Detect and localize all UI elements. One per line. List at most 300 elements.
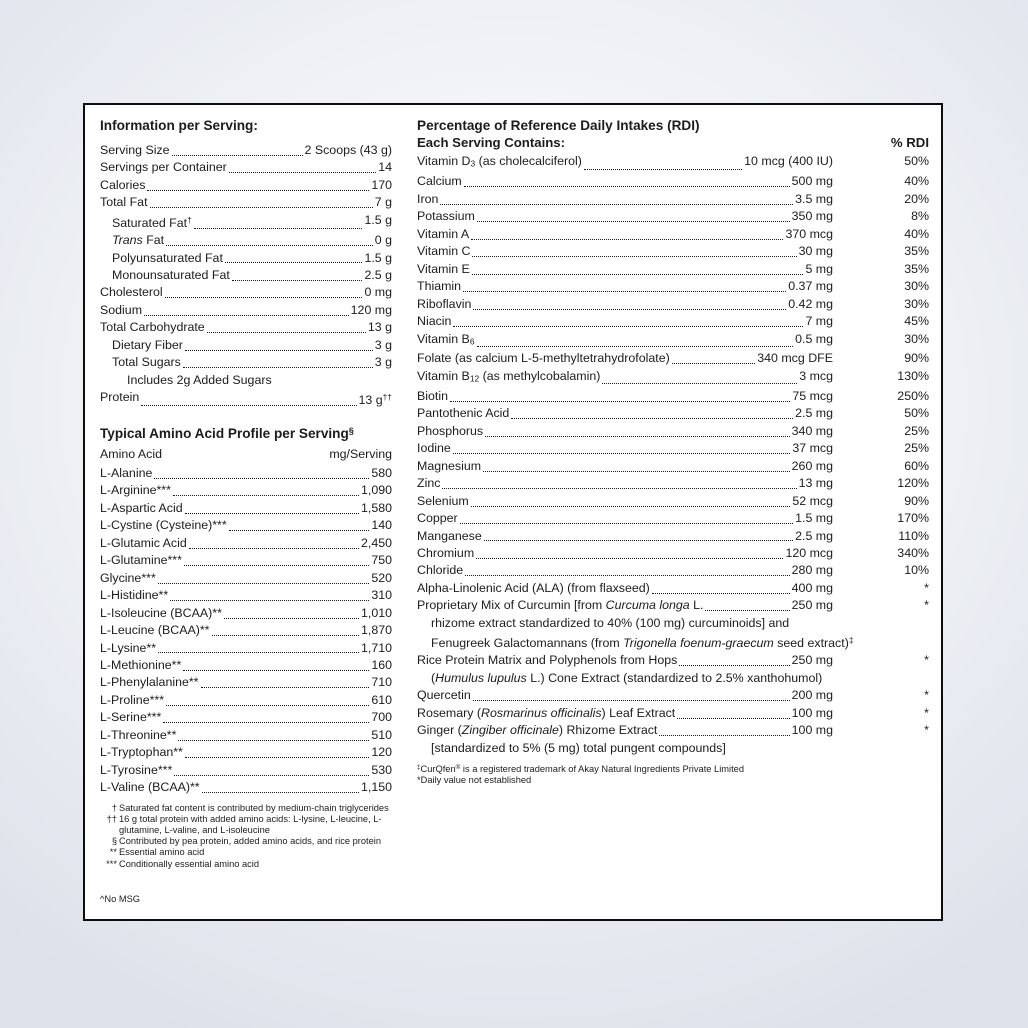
row-value [375, 337, 392, 354]
text-segment: 580 [371, 465, 392, 480]
row-label [417, 722, 657, 739]
rdi-percent: 45% [904, 314, 929, 329]
text-segment: 0.37 mg [788, 279, 833, 294]
rdi-column-label: % RDI [890, 135, 929, 150]
rdi-percent: * [924, 598, 929, 613]
row-label [417, 687, 471, 704]
row-value [361, 640, 392, 657]
no-msg-note: ^No MSG [100, 893, 141, 904]
footnote [100, 803, 392, 814]
text-segment: Trans [112, 233, 143, 248]
text-segment: Cholesterol [100, 285, 163, 300]
row-value [375, 232, 392, 249]
text-segment: 170 [371, 177, 392, 192]
dotted-leader [485, 436, 790, 437]
row-label [100, 605, 222, 622]
row-value [371, 517, 392, 534]
nutrient-row [417, 405, 929, 422]
row-label [127, 372, 272, 389]
text-segment: 120 mcg [785, 545, 833, 560]
row-label-group [100, 500, 392, 517]
row-label-group [431, 670, 929, 687]
row-label-group [100, 570, 392, 587]
dotted-leader [184, 565, 369, 566]
row-label [112, 232, 164, 249]
text-segment: Total Fat [100, 195, 148, 210]
dotted-leader [453, 453, 791, 454]
serving-row [100, 142, 392, 159]
row-value [788, 278, 833, 295]
dotted-leader [471, 239, 783, 240]
footnote [100, 836, 392, 847]
row-label [417, 652, 677, 669]
nutrient-row [417, 153, 929, 173]
row-label-group [417, 226, 833, 243]
nutrient-row [417, 705, 929, 722]
nutrient-row [417, 493, 929, 510]
dotted-leader [229, 172, 376, 173]
footnote [100, 847, 392, 858]
row-label-group [100, 535, 392, 552]
text-segment: Serving Size [100, 143, 170, 157]
text-segment: 13 g [367, 320, 392, 335]
row-label-group [417, 296, 833, 313]
left-column [100, 117, 392, 905]
text-segment: Magnesium [417, 458, 482, 473]
row-label [100, 762, 172, 779]
nutrient-row [417, 722, 929, 739]
nutrient-row [417, 226, 929, 243]
dotted-leader [679, 665, 789, 666]
amino-acid-list [100, 465, 392, 797]
row-label [100, 640, 156, 657]
row-value [368, 319, 392, 336]
text-segment: CurQfen [420, 764, 456, 775]
text-segment: 530 [371, 762, 392, 777]
row-label-group [100, 605, 392, 622]
row-value [361, 535, 392, 552]
row-label [100, 570, 156, 587]
dotted-leader [472, 274, 804, 275]
text-segment: 1.5 g [364, 250, 392, 265]
amino-acid-row [100, 744, 392, 761]
text-segment: Selenium [417, 493, 469, 508]
row-label-group [100, 389, 392, 409]
row-label-group [417, 243, 833, 260]
text-segment: Vitamin E [417, 261, 470, 276]
row-label [417, 350, 670, 367]
dotted-leader [460, 523, 793, 524]
row-label-group [417, 153, 833, 173]
row-value [805, 261, 833, 278]
text-segment: L-Valine (BCAA)** [100, 780, 200, 795]
row-label [417, 243, 470, 260]
amino-acid-row [100, 570, 392, 587]
text-segment: Rosmarinus officinalis [481, 705, 602, 720]
nutrient-row [417, 331, 929, 351]
footnote-text: Contributed by pea protein, added amino acids, and rice protein [119, 836, 382, 847]
nutrient-row [417, 388, 929, 405]
row-label [417, 208, 475, 225]
dotted-leader [584, 169, 742, 170]
text-segment: 13 g [358, 392, 383, 407]
row-label [417, 493, 469, 510]
row-label-group [100, 284, 392, 301]
row-label [100, 319, 205, 336]
serving-row [100, 267, 392, 284]
row-value [795, 331, 833, 351]
dotted-leader [194, 228, 363, 229]
text-segment: seed extract) [773, 636, 849, 651]
text-segment: 5 mg [805, 261, 833, 276]
dotted-leader [672, 363, 756, 364]
dotted-leader [224, 618, 359, 619]
row-label-group [417, 350, 833, 367]
serving-row [100, 372, 392, 389]
text-segment: 0 g [374, 233, 392, 248]
rdi-percent: 30% [904, 296, 929, 311]
rdi-percent: 90% [904, 351, 929, 366]
nutrient-row [417, 440, 929, 457]
serving-row [100, 319, 392, 336]
row-label-group [100, 622, 392, 639]
text-segment: 0.5 mg [795, 331, 833, 346]
row-label-group [100, 640, 392, 657]
amino-acid-row [100, 779, 392, 796]
row-label-group [417, 545, 833, 562]
text-segment: Rosemary ( [417, 705, 482, 720]
nutrient-row [417, 632, 929, 652]
dotted-leader [659, 735, 789, 736]
row-label [100, 744, 183, 761]
row-value [364, 212, 392, 232]
text-segment: Vitamin D [417, 154, 471, 169]
row-label [431, 632, 854, 652]
row-label [417, 368, 600, 388]
text-segment: 510 [371, 727, 392, 742]
row-label-group [100, 482, 392, 499]
serving-row [100, 194, 392, 211]
dotted-leader [147, 190, 369, 191]
row-label-group [417, 368, 833, 388]
amino-table-header [100, 446, 392, 463]
row-label-group [100, 465, 392, 482]
dotted-leader [150, 207, 373, 208]
row-value [371, 674, 392, 691]
footnote-text: Saturated fat content is contributed by medium-chain triglycerides [119, 802, 389, 813]
dotted-leader [141, 405, 356, 406]
text-segment: 1.5 mg [795, 511, 833, 526]
text-segment: 400 mg [791, 580, 833, 595]
row-label [417, 313, 451, 330]
row-label-group [417, 475, 833, 492]
text-segment: L-Methionine** [100, 657, 182, 672]
row-label-group [417, 652, 833, 669]
text-segment: L-Serine*** [100, 710, 162, 725]
text-segment: Typical Amino Acid Profile per Serving [100, 426, 349, 442]
text-segment: 10 mcg (400 IU) [744, 154, 833, 169]
row-label [100, 674, 199, 691]
row-label [417, 278, 461, 295]
dotted-leader [202, 792, 359, 793]
row-label [417, 458, 481, 475]
dotted-leader [183, 670, 369, 671]
row-value [371, 465, 392, 482]
row-label-group [100, 319, 392, 336]
text-segment: 12 [469, 373, 480, 384]
row-label [417, 261, 470, 278]
text-segment: 370 mcg [785, 226, 833, 241]
each-serving-header-row [417, 134, 929, 151]
row-label-group [112, 232, 392, 249]
text-segment: 3 mcg [799, 368, 833, 383]
row-value [792, 687, 833, 704]
text-segment: 6 [469, 336, 475, 347]
rdi-percent: 130% [897, 368, 929, 383]
row-label [112, 212, 192, 232]
row-label [100, 142, 170, 159]
row-label-group [417, 208, 833, 225]
amino-acid-row [100, 535, 392, 552]
row-label [112, 354, 181, 371]
row-label [100, 709, 161, 726]
row-value [792, 208, 833, 225]
amino-acid-row [100, 605, 392, 622]
text-segment: ‡ [417, 764, 421, 772]
nutrient-row [417, 652, 929, 669]
text-segment: L-Lysine** [100, 640, 157, 655]
rdi-percent: * [924, 653, 929, 668]
row-label [417, 388, 448, 405]
footnote-text: Essential amino acid [119, 847, 205, 858]
text-segment: L-Proline*** [100, 692, 165, 707]
row-value [785, 226, 833, 243]
row-value [799, 243, 833, 260]
text-segment: L-Cystine (Cysteine)*** [100, 518, 227, 533]
text-segment: 710 [371, 675, 392, 690]
row-label [100, 159, 227, 176]
nutrient-row [417, 510, 929, 527]
row-label-group [112, 267, 392, 284]
row-label [112, 337, 183, 354]
text-segment: 280 mg [791, 563, 833, 578]
information-per-serving-header: Information per Serving: [100, 118, 258, 133]
row-label [417, 405, 509, 422]
row-label [100, 284, 163, 301]
row-label [100, 517, 227, 534]
row-label-group [417, 528, 833, 545]
row-label-group [431, 632, 929, 652]
serving-row [100, 212, 392, 232]
row-value [371, 657, 392, 674]
nutrient-row [417, 191, 929, 208]
row-value [757, 350, 833, 367]
row-label-group [100, 762, 392, 779]
text-segment: 520 [371, 570, 392, 585]
text-segment: 75 mcg [792, 388, 833, 403]
dotted-leader [165, 297, 363, 298]
nutrient-row [417, 368, 929, 388]
nutrient-row [417, 296, 929, 313]
footnote-text: Conditionally essential amino acid [119, 858, 260, 869]
row-label [417, 705, 675, 722]
serving-info-list [100, 142, 392, 409]
text-segment: 37 mcg [792, 441, 833, 456]
row-label-group [100, 552, 392, 569]
dotted-leader [483, 471, 790, 472]
dotted-leader [225, 262, 363, 263]
row-value [361, 605, 392, 622]
nutrient-row [417, 580, 929, 597]
amino-acid-row [100, 692, 392, 709]
right-column [417, 117, 929, 786]
text-segment: rhizome extract standardized to 40% (100 mg) curcuminoids] and [431, 615, 790, 630]
row-label [100, 552, 182, 569]
row-label-group [417, 510, 833, 527]
text-segment: 13 mg [798, 476, 833, 491]
nutrient-list [417, 153, 929, 757]
nutrient-row [417, 528, 929, 545]
row-label [417, 475, 440, 492]
row-value [351, 302, 392, 319]
text-segment: L-Phenylalanine** [100, 675, 199, 690]
serving-row [100, 337, 392, 354]
dotted-leader [442, 488, 796, 489]
text-segment: 7 g [374, 195, 392, 210]
rdi-percent: 8% [911, 209, 929, 224]
text-segment: Quercetin [417, 688, 471, 703]
row-value [371, 570, 392, 587]
dotted-leader [473, 700, 790, 701]
nutrient-row [417, 208, 929, 225]
row-value [792, 705, 833, 722]
row-value [799, 475, 833, 492]
row-label [417, 440, 451, 457]
text-segment: †† [382, 392, 392, 403]
nutrient-row [417, 670, 929, 687]
row-label-group [100, 709, 392, 726]
row-label [100, 657, 181, 674]
row-value [792, 652, 833, 669]
text-segment: ) Leaf Extract [601, 705, 676, 720]
rdi-percent: 50% [904, 154, 929, 169]
row-value [792, 440, 833, 457]
footnote-marker: † [111, 802, 117, 813]
dotted-leader [185, 350, 373, 351]
row-label [100, 692, 164, 709]
serving-row [100, 159, 392, 176]
text-segment: 610 [371, 692, 392, 707]
text-segment: Iron [417, 191, 439, 206]
row-label [417, 423, 483, 440]
text-segment: L-Aspartic Acid [100, 500, 183, 515]
text-segment: Biotin [417, 388, 448, 403]
row-value [305, 142, 392, 159]
text-segment: 120 mg [350, 302, 392, 317]
row-label-group [100, 177, 392, 194]
text-segment: Chloride [417, 563, 464, 578]
row-label-group [417, 687, 833, 704]
nutrient-row [417, 278, 929, 295]
rdi-percent: * [924, 723, 929, 738]
text-segment: Iodine [417, 441, 451, 456]
row-label [417, 510, 458, 527]
dotted-leader [511, 418, 793, 419]
text-segment: 340 mcg DFE [757, 351, 833, 366]
text-segment: L-Glutamine*** [100, 553, 182, 568]
row-value [371, 727, 392, 744]
text-segment: L-Threonine** [100, 727, 177, 742]
text-segment: 3 g [374, 355, 392, 370]
row-label [100, 622, 210, 639]
row-label-group [417, 580, 833, 597]
amino-acid-row [100, 465, 392, 482]
text-segment: Monounsaturated Fat [112, 267, 230, 282]
footnote [100, 814, 392, 836]
text-segment: L-Tyrosine*** [100, 762, 173, 777]
footnote-marker: ** [109, 847, 117, 858]
serving-row [100, 354, 392, 371]
row-value [361, 482, 392, 499]
row-label [100, 194, 148, 211]
dotted-leader [229, 530, 370, 531]
text-segment: Dietary Fiber [112, 337, 183, 352]
text-segment: Thiamin [417, 279, 462, 294]
text-segment: 1.5 g [364, 212, 392, 227]
text-segment: L-Histidine** [100, 588, 169, 603]
amino-acid-row [100, 640, 392, 657]
text-segment: Fat [142, 233, 165, 248]
each-serving-contains-label: Each Serving Contains: [417, 135, 566, 150]
serving-row [100, 232, 392, 249]
rdi-percent: 35% [904, 261, 929, 276]
text-segment: 2,450 [360, 535, 392, 550]
serving-row [100, 177, 392, 194]
text-segment: Copper [417, 511, 458, 526]
text-segment: *Daily value not established [417, 775, 532, 786]
nutrient-row [417, 423, 929, 440]
text-segment: L-Alanine [100, 465, 153, 480]
amino-acid-column-label: Amino Acid [100, 446, 162, 461]
text-segment: 14 [378, 160, 392, 175]
dotted-leader [183, 367, 373, 368]
right-footnotes [417, 762, 929, 786]
text-segment: Vitamin B [417, 331, 470, 346]
row-value [792, 173, 833, 190]
row-label [100, 465, 152, 482]
row-label-group [417, 278, 833, 295]
row-label-group [100, 657, 392, 674]
row-label-group [417, 388, 833, 405]
row-value [361, 622, 392, 639]
text-segment: L-Isoleucine (BCAA)** [100, 605, 222, 620]
text-segment: Calories [100, 177, 146, 192]
text-segment: 2.5 g [364, 267, 392, 282]
serving-row [100, 250, 392, 267]
dotted-leader [189, 548, 359, 549]
nutrient-row [417, 475, 929, 492]
row-label-group [417, 261, 833, 278]
text-segment: Pantothenic Acid [417, 406, 510, 421]
text-segment: Alpha-Linolenic Acid (ALA) (from flaxseed) [417, 580, 650, 595]
text-segment: Phosphorus [417, 423, 484, 438]
text-segment: Ginger ( [417, 723, 462, 738]
dotted-leader [652, 593, 790, 594]
row-label [100, 727, 176, 744]
rdi-percent: 110% [898, 528, 929, 543]
text-segment: L-Arginine*** [100, 483, 171, 498]
row-label-group [417, 313, 833, 330]
